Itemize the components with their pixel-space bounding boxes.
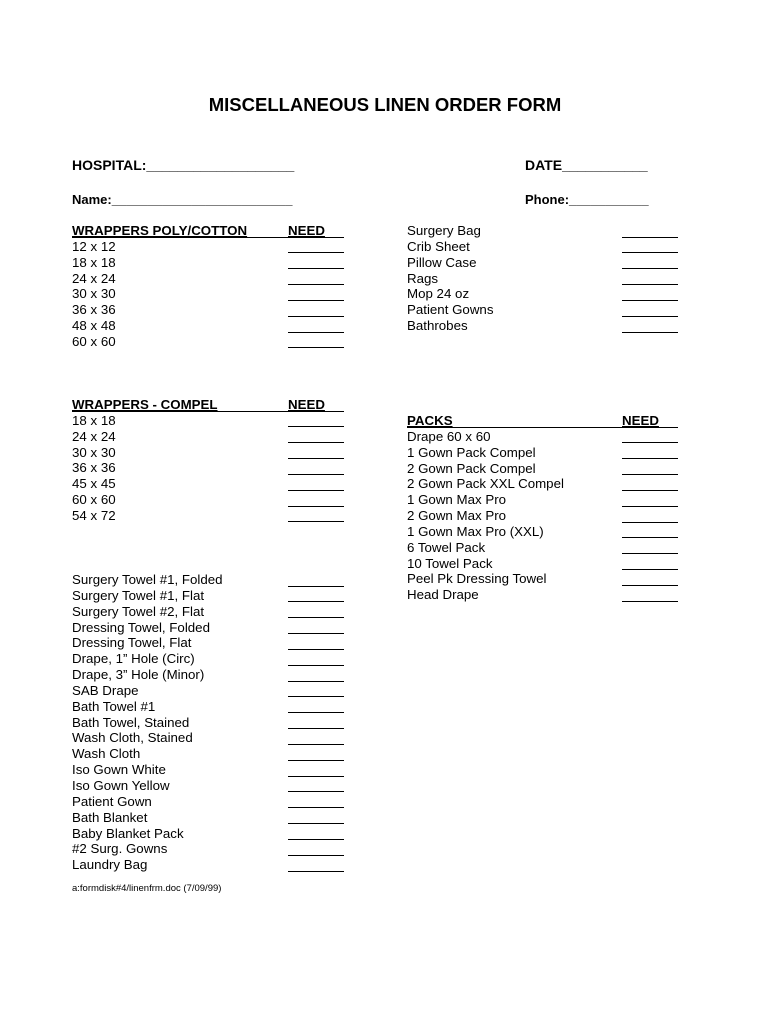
towels-need-blank[interactable] <box>288 744 344 745</box>
wrappers-compel-item-label: 45 x 45 <box>72 476 116 492</box>
towels-item-label: Wash Cloth <box>72 746 141 762</box>
towels-item <box>72 620 352 636</box>
packs-item <box>407 476 687 492</box>
towels-item <box>72 730 352 746</box>
misc-items-section <box>407 223 687 334</box>
wrappers-compel-need-blank[interactable] <box>288 458 344 459</box>
towels-need-blank[interactable] <box>288 665 344 666</box>
packs-need-blank[interactable] <box>622 569 678 570</box>
wrappers-poly-item <box>72 334 352 350</box>
packs-item-label: 2 Gown Pack Compel <box>407 460 536 476</box>
towels-need-blank[interactable] <box>288 855 344 856</box>
towels-item <box>72 746 352 762</box>
packs-item-label: 10 Towel Pack <box>407 555 493 571</box>
wrappers-poly-need-blank[interactable] <box>288 268 344 269</box>
packs-item <box>407 445 687 461</box>
towels-item-label: Surgery Towel #1, Flat <box>72 587 205 603</box>
packs-item-label: 2 Gown Max Pro <box>407 508 507 524</box>
packs-item-label: 1 Gown Pack Compel <box>407 444 536 460</box>
towels-need-blank[interactable] <box>288 696 344 697</box>
date-field[interactable]: DATE___________ <box>525 157 648 173</box>
wrappers-compel-item-label: 54 x 72 <box>72 507 116 523</box>
towels-need-blank[interactable] <box>288 712 344 713</box>
wrappers-poly-need-blank[interactable] <box>288 332 344 333</box>
wrappers-poly-need-blank[interactable] <box>288 252 344 253</box>
towels-need-blank[interactable] <box>288 791 344 792</box>
towels-need-blank[interactable] <box>288 633 344 634</box>
packs-item <box>407 429 687 445</box>
towels-item <box>72 762 352 778</box>
towels-item-label: Patient Gown <box>72 793 152 809</box>
phone-field[interactable]: Phone:___________ <box>525 192 649 207</box>
misc-item-label: Mop 24 oz <box>407 286 470 302</box>
wrappers-compel-need-blank[interactable] <box>288 442 344 443</box>
towels-item <box>72 778 352 794</box>
towels-item-label: Iso Gown Yellow <box>72 777 170 793</box>
packs-item-label: Head Drape <box>407 587 479 603</box>
packs-need-header: NEED <box>622 413 659 428</box>
packs-section <box>407 413 687 603</box>
misc-item <box>407 239 687 255</box>
towels-section <box>72 572 352 873</box>
packs-item <box>407 587 687 603</box>
towels-item-label: Drape, 3” Hole (Minor) <box>72 667 205 683</box>
name-field[interactable]: Name:_________________________ <box>72 192 293 207</box>
packs-item <box>407 556 687 572</box>
packs-need-blank[interactable] <box>622 522 678 523</box>
wrappers-poly-section <box>72 223 352 350</box>
page-title: MISCELLANEOUS LINEN ORDER FORM <box>208 94 562 115</box>
towels-need-blank[interactable] <box>288 839 344 840</box>
packs-item-label: Drape 60 x 60 <box>407 428 491 444</box>
towels-need-blank[interactable] <box>288 807 344 808</box>
packs-need-blank[interactable] <box>622 442 678 443</box>
packs-item <box>407 571 687 587</box>
footer-doc-ref: a:formdisk#4/linenfrm.doc (7/09/99) <box>72 883 222 894</box>
towels-item <box>72 826 352 842</box>
packs-need-blank[interactable] <box>622 490 678 491</box>
misc-item <box>407 318 687 334</box>
misc-item <box>407 271 687 287</box>
packs-item-label: 2 Gown Pack XXL Compel <box>407 476 564 492</box>
wrappers-poly-item-label: 36 x 36 <box>72 302 116 318</box>
packs-need-blank[interactable] <box>622 601 678 602</box>
towels-need-blank[interactable] <box>288 601 344 602</box>
misc-item-label: Rags <box>407 270 439 286</box>
towels-item-label: Dressing Towel, Flat <box>72 635 192 651</box>
wrappers-poly-item <box>72 255 352 271</box>
packs-need-blank[interactable] <box>622 537 678 538</box>
wrappers-poly-item <box>72 318 352 334</box>
towels-item-label: Laundry Bag <box>72 857 148 873</box>
wrappers-poly-item-label: 24 x 24 <box>72 270 116 286</box>
wrappers-poly-item <box>72 286 352 302</box>
wrappers-compel-item <box>72 429 352 445</box>
misc-need-blank[interactable] <box>622 252 678 253</box>
misc-item <box>407 255 687 271</box>
packs-need-blank[interactable] <box>622 553 678 554</box>
wrappers-compel-item <box>72 413 352 429</box>
packs-item-label: 1 Gown Max Pro (XXL) <box>407 523 544 539</box>
wrappers-compel-need-blank[interactable] <box>288 506 344 507</box>
wrappers-compel-item <box>72 445 352 461</box>
wrappers-compel-need-blank[interactable] <box>288 426 344 427</box>
towels-item-label: Baby Blanket Pack <box>72 825 184 841</box>
towels-need-blank[interactable] <box>288 823 344 824</box>
wrappers-compel-item <box>72 492 352 508</box>
misc-need-blank[interactable] <box>622 316 678 317</box>
towels-item-label: Bath Blanket <box>72 809 148 825</box>
towels-need-blank[interactable] <box>288 760 344 761</box>
towels-item-label: Drape, 1” Hole (Circ) <box>72 651 195 667</box>
misc-item-label: Crib Sheet <box>407 238 470 254</box>
packs-need-blank[interactable] <box>622 585 678 586</box>
towels-item-label: Iso Gown White <box>72 762 166 778</box>
wrappers-compel-item-label: 36 x 36 <box>72 460 116 476</box>
wrappers-poly-item-label: 30 x 30 <box>72 286 116 302</box>
wrappers-poly-need-blank[interactable] <box>288 347 344 348</box>
towels-item <box>72 715 352 731</box>
misc-item <box>407 286 687 302</box>
packs-item-label: 6 Towel Pack <box>407 539 486 555</box>
hospital-field[interactable]: HOSPITAL:___________________ <box>72 157 295 173</box>
misc-item-label: Pillow Case <box>407 254 477 270</box>
wrappers-poly-need-blank[interactable] <box>288 316 344 317</box>
wrappers-compel-need-header: NEED <box>288 397 325 412</box>
towels-item-label: Surgery Towel #1, Folded <box>72 572 223 587</box>
misc-item-label: Surgery Bag <box>407 223 481 238</box>
wrappers-compel-heading: WRAPPERS - COMPEL <box>72 397 218 412</box>
towels-item <box>72 683 352 699</box>
wrappers-compel-heading-row <box>72 397 352 413</box>
misc-item-label: Patient Gowns <box>407 302 494 318</box>
wrappers-poly-item-label: 48 x 48 <box>72 318 116 334</box>
wrappers-compel-need-blank[interactable] <box>288 521 344 522</box>
wrappers-compel-item <box>72 476 352 492</box>
wrappers-poly-heading: WRAPPERS POLY/COTTON <box>72 223 248 238</box>
wrappers-poly-item-label: 60 x 60 <box>72 333 116 349</box>
packs-item <box>407 508 687 524</box>
misc-need-blank[interactable] <box>622 268 678 269</box>
packs-item-label: 1 Gown Max Pro <box>407 492 507 508</box>
wrappers-poly-item <box>72 302 352 318</box>
packs-heading-row <box>407 413 687 429</box>
towels-need-blank[interactable] <box>288 776 344 777</box>
towels-need-blank[interactable] <box>288 871 344 872</box>
misc-need-blank[interactable] <box>622 284 678 285</box>
towels-item-label: Dressing Towel, Folded <box>72 619 210 635</box>
wrappers-poly-item <box>72 239 352 255</box>
packs-need-blank[interactable] <box>622 474 678 475</box>
wrappers-compel-item-label: 60 x 60 <box>72 492 116 508</box>
packs-item <box>407 524 687 540</box>
towels-item <box>72 699 352 715</box>
towels-need-blank[interactable] <box>288 681 344 682</box>
towels-item-label: Wash Cloth, Stained <box>72 730 193 746</box>
wrappers-poly-item-label: 12 x 12 <box>72 238 116 254</box>
wrappers-poly-item-label: 18 x 18 <box>72 254 116 270</box>
wrappers-poly-heading-row <box>72 223 352 239</box>
towels-need-blank[interactable] <box>288 586 344 587</box>
towels-item <box>72 604 352 620</box>
towels-item <box>72 635 352 651</box>
towels-item <box>72 857 352 873</box>
misc-item <box>407 302 687 318</box>
wrappers-poly-need-blank[interactable] <box>288 284 344 285</box>
misc-item <box>407 223 687 239</box>
packs-item-label: Peel Pk Dressing Towel <box>407 571 547 587</box>
towels-item <box>72 667 352 683</box>
towels-item-label: Bath Towel #1 <box>72 698 156 714</box>
towels-need-blank[interactable] <box>288 617 344 618</box>
towels-item <box>72 651 352 667</box>
wrappers-compel-item <box>72 460 352 476</box>
wrappers-compel-item <box>72 508 352 524</box>
misc-need-blank[interactable] <box>622 332 678 333</box>
wrappers-poly-need-header: NEED <box>288 223 325 238</box>
wrappers-poly-item <box>72 271 352 287</box>
towels-item <box>72 794 352 810</box>
packs-heading: PACKS <box>407 413 453 428</box>
towels-need-blank[interactable] <box>288 649 344 650</box>
towels-item <box>72 841 352 857</box>
wrappers-compel-item-label: 30 x 30 <box>72 444 116 460</box>
misc-need-blank[interactable] <box>622 300 678 301</box>
wrappers-compel-need-blank[interactable] <box>288 490 344 491</box>
misc-need-blank[interactable] <box>622 237 678 238</box>
packs-need-blank[interactable] <box>622 458 678 459</box>
misc-item-label: Bathrobes <box>407 318 468 334</box>
packs-need-blank[interactable] <box>622 506 678 507</box>
towels-item <box>72 810 352 826</box>
wrappers-compel-item-label: 18 x 18 <box>72 412 116 428</box>
towels-item-label: Surgery Towel #2, Flat <box>72 603 205 619</box>
packs-item <box>407 540 687 556</box>
towels-item-label: #2 Surg. Gowns <box>72 841 168 857</box>
packs-item <box>407 461 687 477</box>
wrappers-compel-item-label: 24 x 24 <box>72 428 116 444</box>
towels-need-blank[interactable] <box>288 728 344 729</box>
towels-item-label: SAB Drape <box>72 682 139 698</box>
wrappers-compel-need-blank[interactable] <box>288 474 344 475</box>
wrappers-compel-section <box>72 397 352 524</box>
towels-item-label: Bath Towel, Stained <box>72 714 190 730</box>
wrappers-poly-need-blank[interactable] <box>288 300 344 301</box>
towels-item <box>72 572 352 588</box>
towels-item <box>72 588 352 604</box>
packs-item <box>407 492 687 508</box>
